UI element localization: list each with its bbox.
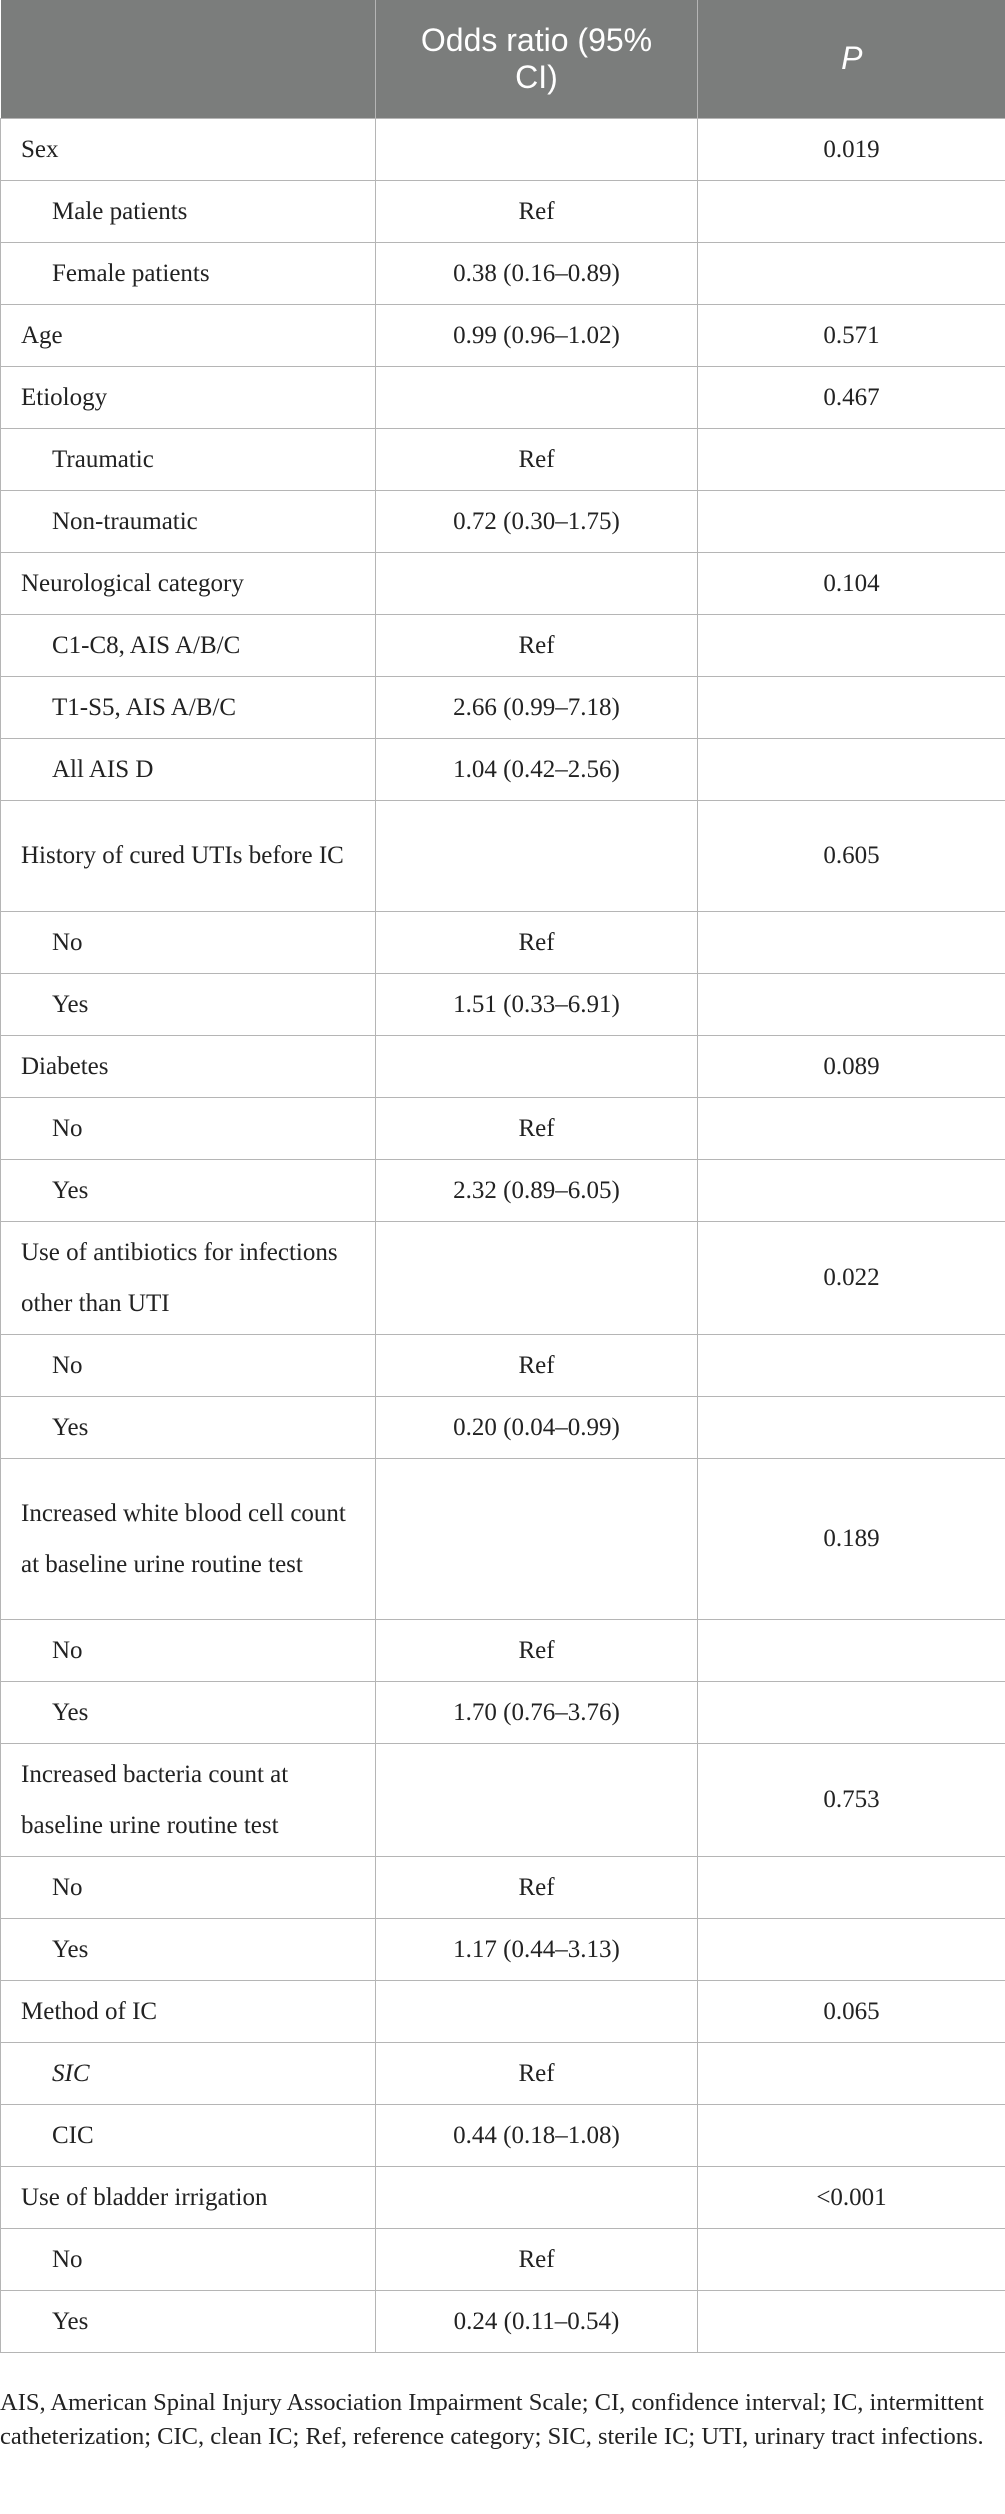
row-p-value: 0.189 — [698, 1458, 1005, 1619]
row-p-value: 0.022 — [698, 1221, 1005, 1334]
table-row — [1, 676, 1005, 738]
row-odds-ratio: Ref — [376, 2228, 698, 2290]
table-row — [1, 2228, 1005, 2290]
table-row — [1, 118, 1005, 180]
table-row — [1, 1221, 1005, 1334]
row-label: All AIS D — [1, 738, 376, 800]
row-odds-ratio: 0.38 (0.16–0.89) — [376, 242, 698, 304]
row-p-value: 0.089 — [698, 1035, 1005, 1097]
table-row — [1, 1918, 1005, 1980]
row-p-value — [698, 1619, 1005, 1681]
table-row — [1, 180, 1005, 242]
row-odds-ratio: 0.24 (0.11–0.54) — [376, 2290, 698, 2352]
row-label: No — [1, 911, 376, 973]
row-odds-ratio: Ref — [376, 911, 698, 973]
row-odds-ratio: 0.72 (0.30–1.75) — [376, 490, 698, 552]
row-label: Yes — [1, 1681, 376, 1743]
row-label: Use of bladder irrigation — [1, 2166, 376, 2228]
row-label: Increased bacteria count at baseline urine routine test — [1, 1743, 376, 1856]
row-odds-ratio: 0.20 (0.04–0.99) — [376, 1396, 698, 1458]
row-odds-ratio: 1.70 (0.76–3.76) — [376, 1681, 698, 1743]
row-p-value — [698, 614, 1005, 676]
table-row — [1, 1396, 1005, 1458]
row-p-value — [698, 2104, 1005, 2166]
header-p-value: P — [698, 0, 1005, 118]
row-odds-ratio — [376, 1980, 698, 2042]
row-p-value: 0.571 — [698, 304, 1005, 366]
row-label: Yes — [1, 1918, 376, 1980]
row-p-value — [698, 180, 1005, 242]
row-p-value — [698, 1097, 1005, 1159]
table-row — [1, 2166, 1005, 2228]
row-label: No — [1, 1097, 376, 1159]
table-row — [1, 1334, 1005, 1396]
row-odds-ratio: Ref — [376, 1097, 698, 1159]
row-p-value — [698, 973, 1005, 1035]
table-row — [1, 552, 1005, 614]
row-label: No — [1, 2228, 376, 2290]
row-p-value: 0.065 — [698, 1980, 1005, 2042]
row-odds-ratio: 1.04 (0.42–2.56) — [376, 738, 698, 800]
row-p-value — [698, 428, 1005, 490]
row-label: No — [1, 1334, 376, 1396]
row-label: No — [1, 1619, 376, 1681]
row-odds-ratio: Ref — [376, 1619, 698, 1681]
row-odds-ratio: Ref — [376, 614, 698, 676]
row-label: Increased white blood cell count at baseline urine routine test — [1, 1458, 376, 1619]
table-row — [1, 1980, 1005, 2042]
row-p-value — [698, 738, 1005, 800]
row-label: T1-S5, AIS A/B/C — [1, 676, 376, 738]
row-odds-ratio: Ref — [376, 1856, 698, 1918]
table-row — [1, 1681, 1005, 1743]
row-odds-ratio: Ref — [376, 2042, 698, 2104]
table-row — [1, 614, 1005, 676]
row-label: CIC — [1, 2104, 376, 2166]
row-odds-ratio — [376, 800, 698, 911]
row-label: Diabetes — [1, 1035, 376, 1097]
table-body — [1, 118, 1005, 2352]
table-row — [1, 738, 1005, 800]
table-row — [1, 242, 1005, 304]
row-label: Non-traumatic — [1, 490, 376, 552]
row-p-value — [698, 1918, 1005, 1980]
row-odds-ratio: 2.32 (0.89–6.05) — [376, 1159, 698, 1221]
row-odds-ratio: Ref — [376, 180, 698, 242]
row-odds-ratio: Ref — [376, 428, 698, 490]
row-p-value: 0.753 — [698, 1743, 1005, 1856]
row-p-value — [698, 490, 1005, 552]
table-row — [1, 1619, 1005, 1681]
row-label: Female patients — [1, 242, 376, 304]
row-odds-ratio: 2.66 (0.99–7.18) — [376, 676, 698, 738]
row-label: Age — [1, 304, 376, 366]
table-row — [1, 911, 1005, 973]
row-label: No — [1, 1856, 376, 1918]
table-row — [1, 1159, 1005, 1221]
row-odds-ratio: 0.44 (0.18–1.08) — [376, 2104, 698, 2166]
table-row — [1, 973, 1005, 1035]
table-row — [1, 1743, 1005, 1856]
row-label: Yes — [1, 1159, 376, 1221]
row-odds-ratio — [376, 366, 698, 428]
row-p-value: <0.001 — [698, 2166, 1005, 2228]
table-row — [1, 2290, 1005, 2352]
row-p-value — [698, 1334, 1005, 1396]
table-row — [1, 2042, 1005, 2104]
row-label: History of cured UTIs before IC — [1, 800, 376, 911]
row-p-value: 0.019 — [698, 118, 1005, 180]
row-odds-ratio — [376, 552, 698, 614]
header-variable — [1, 0, 376, 118]
row-odds-ratio — [376, 118, 698, 180]
table-row — [1, 1097, 1005, 1159]
header-odds-ratio: Odds ratio (95% CI) — [376, 0, 698, 118]
row-p-value: 0.467 — [698, 366, 1005, 428]
row-odds-ratio — [376, 1221, 698, 1334]
row-label: Use of antibiotics for infections other than UTI — [1, 1221, 376, 1334]
row-odds-ratio: 0.99 (0.96–1.02) — [376, 304, 698, 366]
row-odds-ratio — [376, 1743, 698, 1856]
row-label: SIC — [1, 2042, 376, 2104]
row-label: Sex — [1, 118, 376, 180]
table-header — [1, 0, 1005, 118]
row-label: Yes — [1, 2290, 376, 2352]
row-label: Yes — [1, 1396, 376, 1458]
row-odds-ratio: 1.17 (0.44–3.13) — [376, 1918, 698, 1980]
table-footnote: AIS, American Spinal Injury Association Impairment Scale; CI, confidence interval; IC, intermittent catheterization; CIC, clean IC; Ref, reference category; SIC, sterile IC; UTI, urinary tract infections. — [0, 2389, 984, 2450]
table-row — [1, 304, 1005, 366]
row-odds-ratio: Ref — [376, 1334, 698, 1396]
table-row — [1, 800, 1005, 911]
row-p-value — [698, 1856, 1005, 1918]
row-p-value: 0.104 — [698, 552, 1005, 614]
row-label: Yes — [1, 973, 376, 1035]
row-p-value — [698, 2290, 1005, 2352]
row-p-value — [698, 2042, 1005, 2104]
row-p-value — [698, 242, 1005, 304]
table-row — [1, 1035, 1005, 1097]
row-label: Etiology — [1, 366, 376, 428]
row-odds-ratio: 1.51 (0.33–6.91) — [376, 973, 698, 1035]
row-label: Method of IC — [1, 1980, 376, 2042]
header-row — [1, 0, 1005, 118]
table-row — [1, 1856, 1005, 1918]
row-p-value — [698, 1396, 1005, 1458]
row-odds-ratio — [376, 1458, 698, 1619]
row-label: Male patients — [1, 180, 376, 242]
row-p-value — [698, 1681, 1005, 1743]
row-odds-ratio — [376, 1035, 698, 1097]
table-row — [1, 428, 1005, 490]
table-row — [1, 1458, 1005, 1619]
table-row — [1, 366, 1005, 428]
row-label: C1-C8, AIS A/B/C — [1, 614, 376, 676]
row-odds-ratio — [376, 2166, 698, 2228]
row-p-value — [698, 911, 1005, 973]
table-row — [1, 2104, 1005, 2166]
row-p-value — [698, 2228, 1005, 2290]
table-row — [1, 490, 1005, 552]
row-p-value — [698, 676, 1005, 738]
row-p-value: 0.605 — [698, 800, 1005, 911]
row-label: Neurological category — [1, 552, 376, 614]
row-p-value — [698, 1159, 1005, 1221]
row-label: Traumatic — [1, 428, 376, 490]
